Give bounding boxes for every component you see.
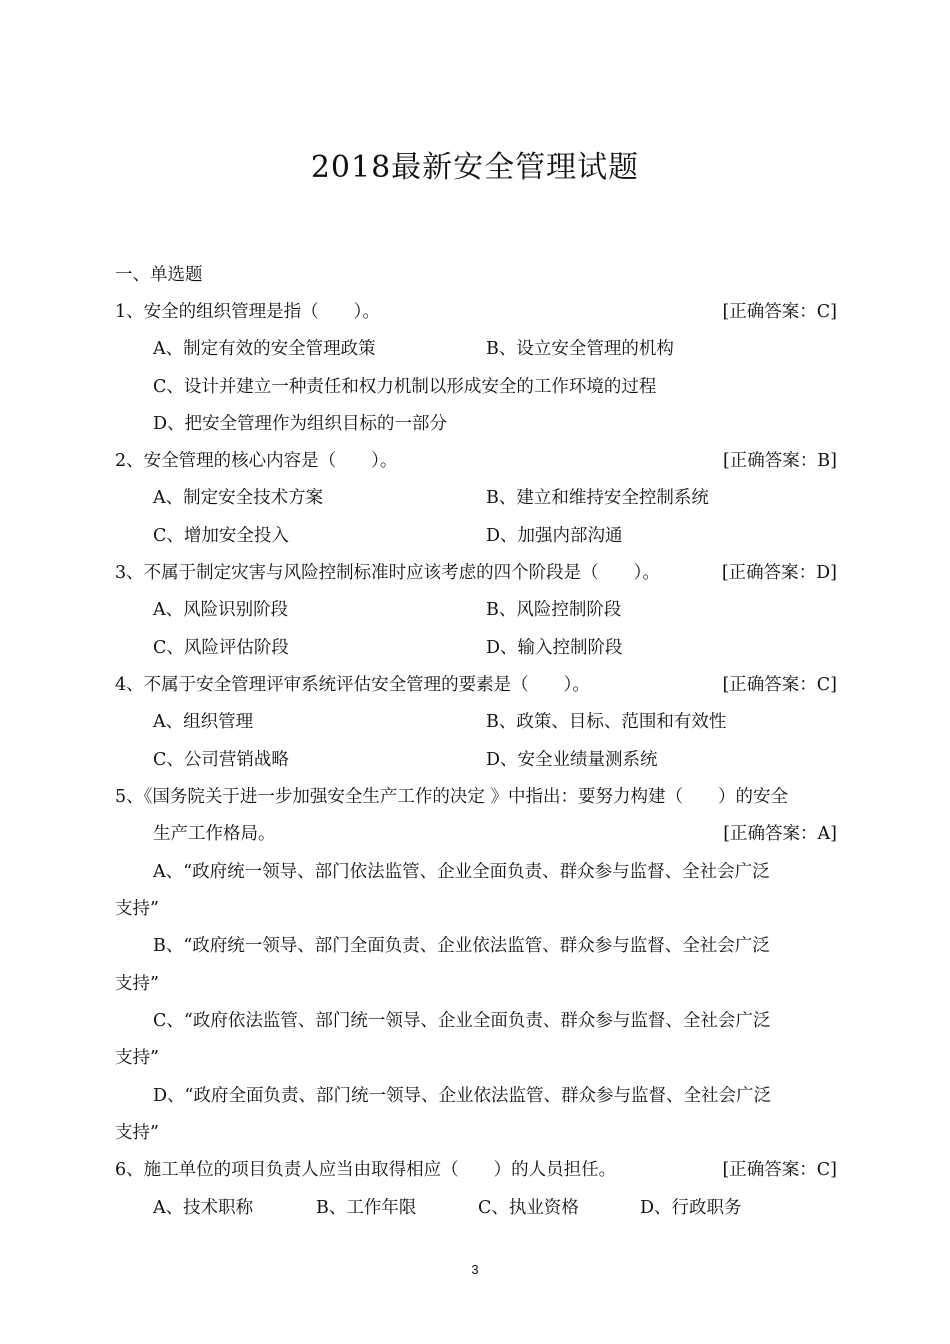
question-5-option-d-line-1: D、“政府全面负责、部门统一领导、企业依法监管、群众参与监督、全社会广泛 bbox=[153, 1086, 771, 1106]
question-4-option-a: A、组织管理 bbox=[153, 712, 254, 732]
question-5-stem-line-2: 生产工作格局。 bbox=[153, 824, 276, 844]
question-5-option-d-line-2: 支持” bbox=[115, 1123, 159, 1143]
question-3-option-b: B、风险控制阶段 bbox=[486, 600, 622, 620]
question-6-options-row bbox=[153, 1193, 837, 1223]
question-5-option-a-line-1: A、“政府统一领导、部门依法监管、企业全面负责、群众参与监督、全社会广泛 bbox=[153, 862, 770, 882]
question-3-answer: [正确答案：D] bbox=[721, 563, 837, 583]
question-2-answer: [正确答案：B] bbox=[722, 451, 837, 471]
question-2-option-c: C、增加安全投入 bbox=[153, 526, 289, 546]
question-6 bbox=[115, 1155, 837, 1185]
question-4-options-row-1 bbox=[153, 707, 837, 737]
question-5 bbox=[153, 819, 837, 849]
question-4-option-d: D、安全业绩量测系统 bbox=[486, 750, 658, 770]
question-2-options-row-1 bbox=[153, 483, 837, 513]
question-3-options-row-2 bbox=[153, 633, 837, 663]
question-5-option-c-line-1: C、“政府依法监管、部门统一领导、企业全面负责、群众参与监督、全社会广泛 bbox=[153, 1011, 771, 1031]
question-1-options-row-1 bbox=[153, 334, 837, 364]
question-1-option-c: C、设计并建立一种责任和权力机制以形成安全的工作环境的过程 bbox=[153, 377, 657, 397]
question-4 bbox=[115, 670, 837, 700]
question-5-answer: [正确答案：A] bbox=[723, 824, 837, 844]
question-4-answer: [正确答案：C] bbox=[722, 675, 837, 695]
question-5-option-c-line-2: 支持” bbox=[115, 1048, 159, 1068]
question-2-option-a: A、制定安全技术方案 bbox=[153, 488, 324, 508]
question-6-option-a: A、技术职称 bbox=[153, 1198, 254, 1218]
question-1-answer: [正确答案：C] bbox=[722, 302, 837, 322]
question-2-stem: 2、安全管理的核心内容是（ ）。 bbox=[115, 451, 398, 471]
section-heading: 一、单选题 bbox=[115, 265, 203, 285]
question-4-options-row-2 bbox=[153, 745, 837, 775]
question-6-answer: [正确答案：C] bbox=[722, 1160, 837, 1180]
question-4-stem: 4、不属于安全管理评审系统评估安全管理的要素是（ ）。 bbox=[115, 675, 590, 695]
question-6-option-b: B、工作年限 bbox=[316, 1198, 417, 1218]
question-6-option-c: C、执业资格 bbox=[478, 1198, 579, 1218]
question-1-option-b: B、设立安全管理的机构 bbox=[486, 339, 674, 359]
question-3-stem: 3、不属于制定灾害与风险控制标准时应该考虑的四个阶段是（ ）。 bbox=[115, 563, 660, 583]
question-2-option-b: B、建立和维持安全控制系统 bbox=[486, 488, 709, 508]
question-5-option-b-line-1: B、“政府统一领导、部门全面负责、企业依法监管、群众参与监督、全社会广泛 bbox=[153, 936, 770, 956]
question-2 bbox=[115, 446, 837, 476]
question-3-option-a: A、风险识别阶段 bbox=[153, 600, 289, 620]
question-4-option-c: C、公司营销战略 bbox=[153, 750, 289, 770]
question-6-option-d: D、行政职务 bbox=[640, 1198, 742, 1218]
question-4-option-b: B、政策、目标、范围和有效性 bbox=[486, 712, 727, 732]
question-3-option-c: C、风险评估阶段 bbox=[153, 638, 289, 658]
question-3-options-row-1 bbox=[153, 595, 837, 625]
question-3-option-d: D、输入控制阶段 bbox=[486, 638, 623, 658]
question-5-option-b-line-2: 支持” bbox=[115, 974, 159, 994]
question-2-options-row-2 bbox=[153, 521, 837, 551]
document-title: 2018最新安全管理试题 bbox=[310, 150, 640, 185]
question-3 bbox=[115, 558, 837, 588]
question-1 bbox=[115, 297, 837, 327]
question-6-stem: 6、施工单位的项目负责人应当由取得相应（ ）的人员担任。 bbox=[115, 1160, 617, 1180]
question-5-stem-line-1: 5、《国务院关于进一步加强安全生产工作的决定 》中指出：要努力构建（ ）的安全 bbox=[115, 787, 788, 807]
question-1-option-a: A、制定有效的安全管理政策 bbox=[153, 339, 376, 359]
question-1-stem: 1、安全的组织管理是指（ ）。 bbox=[115, 302, 380, 322]
page-number: 3 bbox=[471, 1262, 479, 1277]
question-2-option-d: D、加强内部沟通 bbox=[486, 526, 623, 546]
question-5-option-a-line-2: 支持” bbox=[115, 899, 159, 919]
question-1-option-d: D、把安全管理作为组织目标的一部分 bbox=[153, 414, 448, 434]
